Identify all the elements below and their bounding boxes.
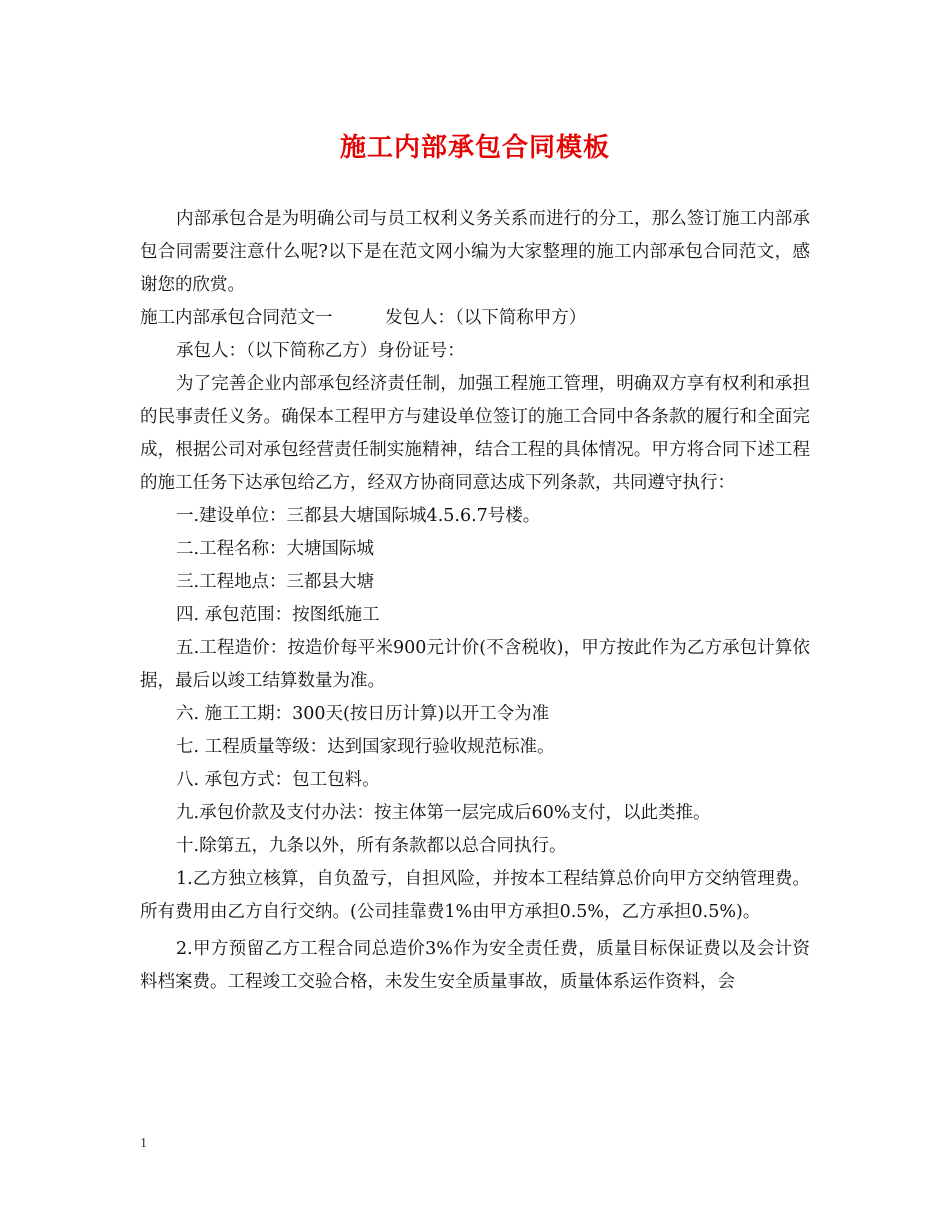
paragraph-contract-heading: 施工内部承包合同范文一 发包人：（以下简称甲方）	[140, 308, 587, 328]
clause-4: 四. 承包范围：按图纸施工	[176, 605, 380, 625]
paragraph-preamble: 为了完善企业内部承包经济责任制，加强工程施工管理，明确双方享有权利和承担的民事责任义务。确保本工程甲方与建设单位签订的施工合同中各条款的履行和全面完成，根据公司对承包经营责任制实施精神，结合工程的具体情况。甲方将合同下述工程的施工任务下达承包给乙方，经双方协商同意达成下列条款，共同遵守执行：	[140, 374, 810, 493]
paragraph-intro: 内部承包合是为明确公司与员工权利义务关系而进行的分工，那么签订施工内部承包合同需要注意什么呢?以下是在范文网小编为大家整理的施工内部承包合同范文，感谢您的欣赏。	[140, 209, 810, 295]
clause-6: 六. 施工工期：300天(按日历计算)以开工令为准	[176, 704, 550, 724]
clause-8: 八. 承包方式：包工包料。	[176, 770, 380, 790]
clause-2: 二.工程名称：大塘国际城	[176, 539, 375, 559]
clause-1: 一.建设单位：三都县大塘国际城4.5.6.7号楼。	[176, 506, 541, 526]
clause-3: 三.工程地点：三都县大塘	[176, 572, 375, 592]
sub-clause-1: 1.乙方独立核算，自负盈亏，自担风险，并按本工程结算总价向甲方交纳管理费。所有费用由乙方自行交纳。(公司挂靠费1%由甲方承担0.5%，乙方承担0.5%)。	[140, 869, 810, 922]
clause-7: 七. 工程质量等级：达到国家现行验收规范标准。	[176, 737, 555, 757]
document-title: 施工内部承包合同模板	[339, 133, 610, 163]
clause-5: 五.工程造价：按造价每平米900元计价(不含税收)，甲方按此作为乙方承包计算依据，最后以竣工结算数量为准。	[140, 638, 810, 691]
sub-clause-2: 2.甲方预留乙方工程合同总造价3%作为安全责任费，质量目标保证费以及会计资料档案费。工程竣工交验合格，未发生安全质量事故，质量体系运作资料，会	[140, 939, 810, 992]
clause-10: 十.除第五，九条以外，所有条款都以总合同执行。	[176, 836, 567, 856]
document-body	[140, 203, 810, 999]
page-number: 1	[140, 1136, 147, 1151]
clause-9: 九.承包价款及支付办法：按主体第一层完成后60%支付，以此类推。	[176, 803, 711, 823]
paragraph-contractor: 承包人：（以下简称乙方）身份证号：	[176, 341, 465, 361]
